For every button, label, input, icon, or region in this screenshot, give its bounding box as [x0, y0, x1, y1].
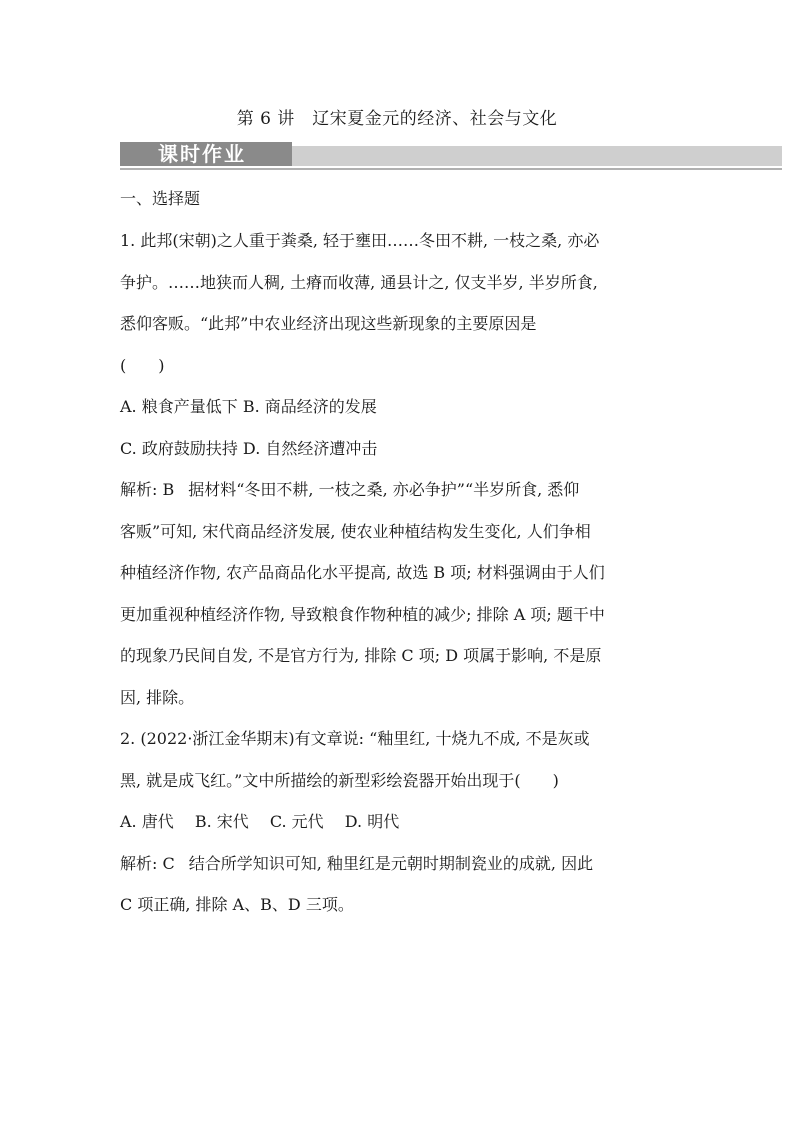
analysis-line: 种植经济作物, 农产品商品化水平提高, 故选 B 项; 材料强调由于人们: [120, 563, 605, 582]
analysis-line: [120, 469, 680, 511]
question-line: 争护。……地狭而人稠, 土瘠而收薄, 通县计之, 仅支半岁, 半岁所食,: [120, 272, 598, 292]
document-body: [120, 184, 680, 926]
banner-title: 课时作业: [158, 142, 246, 166]
analysis-text: 结合所学知识可知, 釉里红是元朝时期制瓷业的成就, 因此: [188, 853, 594, 873]
page-title: 第 6 讲 辽宋夏金元的经济、社会与文化: [236, 109, 558, 129]
answer-blank: ( ): [120, 355, 165, 375]
question-2: [120, 718, 680, 926]
question-line: 黑, 就是成飞红。”文中所描绘的新型彩绘瓷器开始出现于( ): [120, 770, 559, 790]
banner-light-bar: [292, 146, 782, 166]
section-banner: [120, 142, 782, 166]
analysis-label: 解析: B: [120, 480, 175, 499]
analysis-line: 的现象乃民间自发, 不是官方行为, 排除 C 项; D 项属于影响, 不是原: [120, 646, 602, 665]
option-line: C. 政府鼓励扶持 D. 自然经济遭冲击: [120, 438, 378, 458]
analysis-line: 因, 排除。: [120, 687, 195, 707]
option-line: A. 粮食产量低下 B. 商品经济的发展: [120, 397, 377, 416]
analysis-line: [120, 843, 680, 885]
analysis-text: 据材料“冬田不耕, 一枝之桑, 亦必争护”“半岁所食, 悉仰: [188, 480, 580, 499]
question-line: 1. 此邦(宋朝)之人重于粪桑, 轻于壅田……冬田不耕, 一枝之桑, 亦必: [120, 231, 600, 250]
analysis-line: 客贩”可知, 宋代商品经济发展, 使农业种植结构发生变化, 人们争相: [120, 521, 591, 541]
banner-underline: [120, 168, 782, 170]
question-line: 2. (2022·浙江金华期末)有文章说: “釉里红, 十烧九不成, 不是灰或: [120, 729, 590, 748]
analysis-label: 解析: C: [120, 853, 175, 873]
analysis-line: C 项正确, 排除 A、B、D 三项。: [120, 895, 354, 914]
question-1: [120, 220, 680, 718]
question-line: 悉仰客贩。“此邦”中农业经济出现这些新现象的主要原因是: [120, 314, 537, 333]
section-heading: 一、选择题: [120, 189, 201, 208]
analysis-line: 更加重视种植经济作物, 导致粮食作物种植的减少; 排除 A 项; 题干中: [120, 604, 605, 624]
option-line: A. 唐代 B. 宋代 C. 元代 D. 明代: [120, 812, 400, 831]
